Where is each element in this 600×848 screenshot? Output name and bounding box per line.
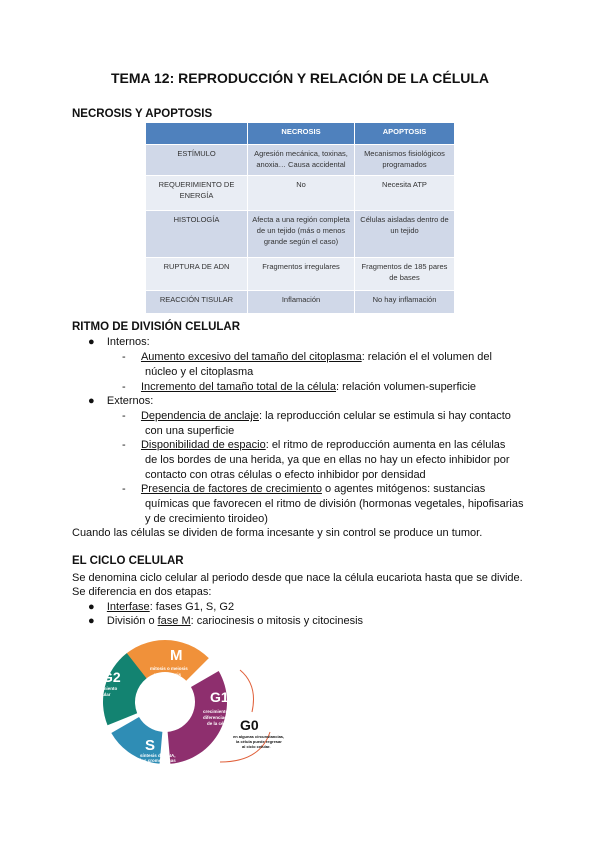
phase-desc: crecimiento [92,686,118,691]
table-cell: Mecanismos fisiológicos programados [355,145,455,176]
phase-m-label: M [170,647,183,664]
necrosis-heading: NECROSIS Y APOPTOSIS [72,108,213,120]
table-cell: Fragmentos irregulares [248,258,355,291]
table-row [146,291,455,314]
text: o agentes mitógenos: sustancias [321,483,486,495]
table-row [146,211,455,258]
paragraph: Se diferencia en dos etapas: [72,586,212,598]
paragraph: Se denomina ciclo celular al periodo desde que nace la célula eucariota hasta que se divide. [72,572,523,584]
term: Disponibilidad de espacio [140,439,266,451]
text: con una superficie [145,425,235,437]
bullet-externos: ● Externos: [88,395,154,407]
table-cell: Agresión mecánica, toxinas, anoxia… Causa accidental [248,145,355,176]
g0-desc: la célula puede regresar [236,739,282,744]
text: núcleo y el citoplasma [145,366,254,378]
phase-desc: síntesis de DNA, [140,753,176,758]
list-item: - Disponibilidad de espacio: el ritmo de reproducción aumenta en las células [122,439,506,451]
g0-arrow [240,670,254,712]
phase-desc: crecimiento y [203,709,233,714]
table-cell: Células aisladas dentro de un tejido [355,211,455,258]
text: y de crecimiento tiroideo) [145,513,268,525]
term: Dependencia de anclaje [140,410,259,422]
g0-desc: al ciclo celular. [242,744,271,749]
g0-desc: en algunas circunstancias, [233,734,285,739]
table-cell: Fragmentos de 185 pares de bases [355,258,455,291]
conclusion: Cuando las células se dividen de forma incesante y sin control se produce un tumor. [72,527,483,539]
table-cell: No hay inflamación [355,291,455,314]
ritmo-heading: RITMO DE DIVISIÓN CELULAR [72,321,241,333]
text: : cariocinesis o mitosis y citocinesis [190,615,364,627]
phase-g2-label: G2 [102,669,121,685]
page-title: TEMA 12: REPRODUCCIÓN Y RELACIÓN DE LA CÉLULA [110,70,490,86]
text: : el ritmo de reproducción aumenta en las células [265,439,506,451]
label: Internos: [106,336,150,348]
table-header: NECROSIS [248,123,355,145]
table-cell: Necesita ATP [355,176,455,211]
table-header [146,123,248,145]
term: Incremento del tamaño total de la célula [140,381,337,393]
list-item: - Presencia de factores de crecimiento o agentes mitógenos: sustancias [122,483,486,495]
phase-desc: celular [96,692,111,697]
table-cell: RUPTURA DE ADN [146,258,248,291]
term: Interfase [106,601,150,613]
text: contacto con otras células o efecto inhibidor por densidad [145,469,426,481]
phase-desc: los cromosomas [140,758,176,763]
phase-desc: mitosis o meiosis [150,666,188,671]
phase-g1-label: G1 [210,689,229,705]
list-item: - Incremento del tamaño total de la célula: relación volumen-superficie [122,381,477,393]
phase-g0-label: G0 [240,717,259,733]
term: Aumento excesivo del tamaño del citoplasma [140,351,362,363]
table-cell: No [248,176,355,211]
text: químicas que favorecen el ritmo de división (hormonas vegetales, hipofisarias [145,498,524,510]
list-item: - Dependencia de anclaje: la reproducción celular se estimula si hay contacto [122,410,511,422]
phase-desc: de la célula [207,721,232,726]
text: : relación el el volumen del [361,351,492,363]
bullet-interfase: ● Interfase: fases G1, S, G2 [88,601,235,613]
bullet-division: ● División o fase M: cariocinesis o mitosis y citocinesis [88,615,364,627]
table-cell: REQUERIMIENTO DE ENERGÍA [146,176,248,211]
table-cell: Inflamación [248,291,355,314]
term: fase M [157,615,191,627]
table-row [146,145,455,176]
term: Presencia de factores de crecimiento [140,483,322,495]
text: : la reproducción celular se estimula si hay contacto [259,410,511,422]
ciclo-heading: EL CICLO CELULAR [72,555,184,567]
table-cell: ESTÍMULO [146,145,248,176]
cell-cycle-diagram [70,630,330,775]
table-cell: REACCIÓN TISULAR [146,291,248,314]
label: Externos: [106,395,154,407]
bullet-internos: ● Internos: [88,336,150,348]
text: : relación volumen-superficie [336,381,477,393]
phase-desc: y citocinesis [154,672,182,677]
phase-desc: diferenciación [203,715,234,720]
text: de los bordes de una herida, ya que en ellas no hay un efecto inhibidor por [145,454,510,466]
table-cell: HISTOLOGÍA [146,211,248,258]
necrosis-apoptosis-table [145,122,455,314]
list-item: - Aumento excesivo del tamaño del citoplasma: relación el el volumen del [122,351,492,363]
text: : fases G1, S, G2 [149,601,235,613]
phase-desc: se duplican [144,763,169,768]
text: División o [106,615,158,627]
table-cell: Afecta a una región completa de un tejido (más o menos grande según el caso) [248,211,355,258]
table-header: APOPTOSIS [355,123,455,145]
table-row [146,176,455,211]
phase-s-label: S [145,737,156,754]
table-row [146,258,455,291]
